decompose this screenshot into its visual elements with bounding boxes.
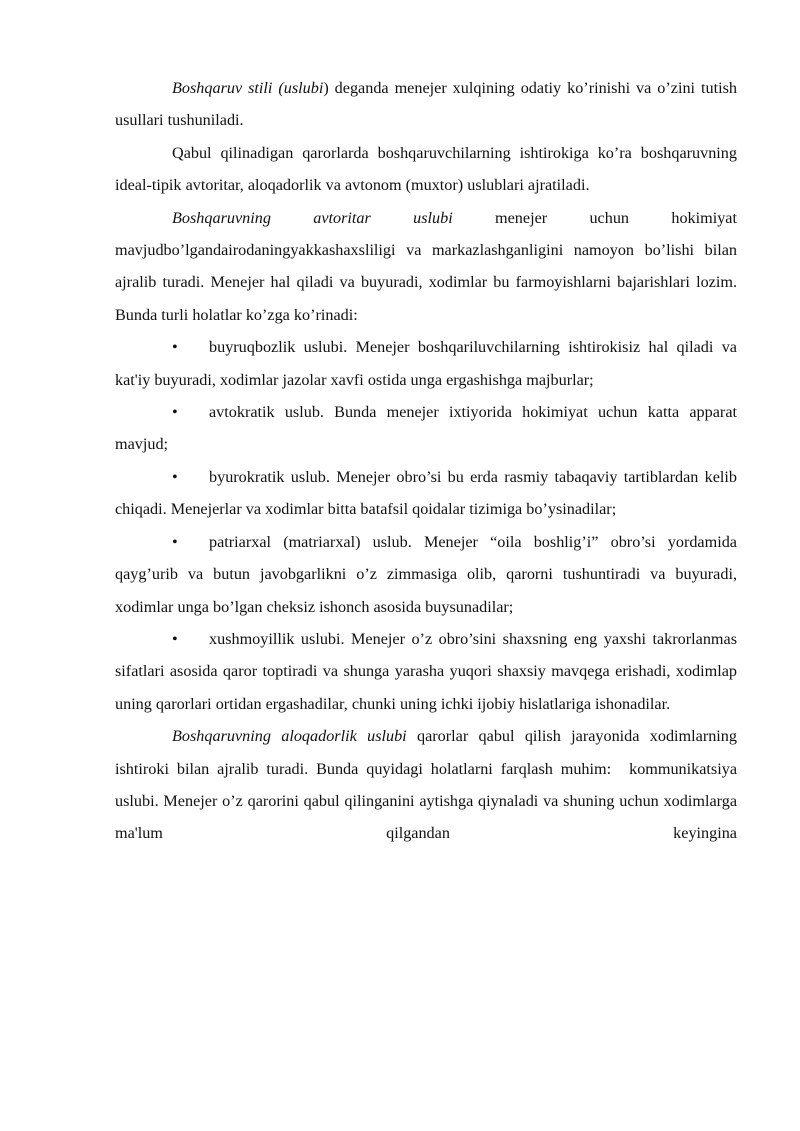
- paragraph-text: qarorlar qabul qilish jarayonida xodimlarning ishtiroki bilan ajralib turadi. Bunda quyidagi holatlarni farqlash muhim:: [115, 727, 737, 778]
- bullet-icon: •: [172, 403, 178, 422]
- list-item-text: patriarxal (matriarxal) uslub. Menejer “oila boshlig’i” obro’si yordamida qayg’urib va butun javobgarlikni o’z zimmasiga olib, qarorni tushuntiradi va buyuradi, xodimlar unga bo’lgan cheksiz ishonch asosida buysunadilar;: [115, 532, 737, 616]
- list-item: [115, 526, 737, 623]
- paragraph-style-types: [115, 137, 737, 202]
- list-item: [115, 331, 737, 396]
- list-item: [115, 461, 737, 526]
- bullet-icon: •: [172, 338, 178, 357]
- list-item-text: byurokratik uslub. Menejer obro’si bu erda rasmiy tabaqaviy tartiblardan kelib chiqadi. Menejerlar va xodimlar bitta batafsil qoidalar tizimiga bo’ysinadilar;: [115, 467, 737, 519]
- bullet-icon: •: [172, 629, 178, 648]
- bullet-icon: •: [172, 467, 178, 486]
- list-item: [115, 396, 737, 461]
- document-page: [115, 72, 737, 850]
- paragraph-text: menejer uchun hokimiyat mavjudbo’lgandairodaningyakkashaxsliligi va markazlashganligini namoyon bo’lishi bilan ajralib turadi. Menejer hal qiladi va buyuradi, xodimlar bu farmoyishlarni bajarishlari lozim. Bunda turli holatlar ko’zga ko’rinadi:: [115, 208, 737, 324]
- paragraph-style-definition: [115, 72, 737, 137]
- term-authoritarian-style: Boshqaruvning avtoritar uslubi: [172, 208, 453, 227]
- list-item-text: xushmoyillik uslubi. Menejer o’z obro’sini shaxsning eng yaxshi takrorlanmas sifatlari asosida qaror toptiradi va shunga yarasha yuqori shaxsiy mavqega erishadi, xodimlap uning qarorlari ortidan ergashadilar, chunki uning ichki ijobiy hislatlariga ishonadilar.: [115, 629, 737, 713]
- bullet-icon: •: [172, 532, 178, 551]
- term-management-style: Boshqaruv stili (uslubi: [172, 79, 324, 97]
- paragraph-text: kommunikatsiya uslubi. Menejer o’z qarorini qabul qilinganini aytishga qiynaladi va shuning uchun xodimlarga ma'lum qilgandan keyingina: [115, 759, 737, 843]
- paragraph-associative-style: [115, 720, 737, 850]
- list-item: [115, 623, 737, 720]
- list-item-text: avtokratik uslub. Bunda menejer ixtiyorida hokimiyat uchun katta apparat mavjud;: [115, 403, 737, 454]
- paragraph-text: ) deganda menejer xulqining odatiy ko’rinishi va o’zini tutish usullari tushuniladi.: [115, 79, 737, 130]
- list-item-text: buyruqbozlik uslubi. Menejer boshqariluvchilarning ishtirokisiz hal qiladi va kat'iy buyuradi, xodimlar jazolar xavfi ostida unga ergashishga majburlar;: [115, 338, 737, 389]
- paragraph-authoritarian-style: [115, 202, 737, 332]
- term-associative-style: Boshqaruvning aloqadorlik uslubi: [172, 727, 407, 746]
- paragraph-text: Qabul qilinadigan qarorlarda boshqaruvchilarning ishtirokiga ko’ra boshqaruvning ideal-tipik avtoritar, aloqadorlik va avtonom (muxtor) uslublari ajratiladi.: [115, 143, 737, 195]
